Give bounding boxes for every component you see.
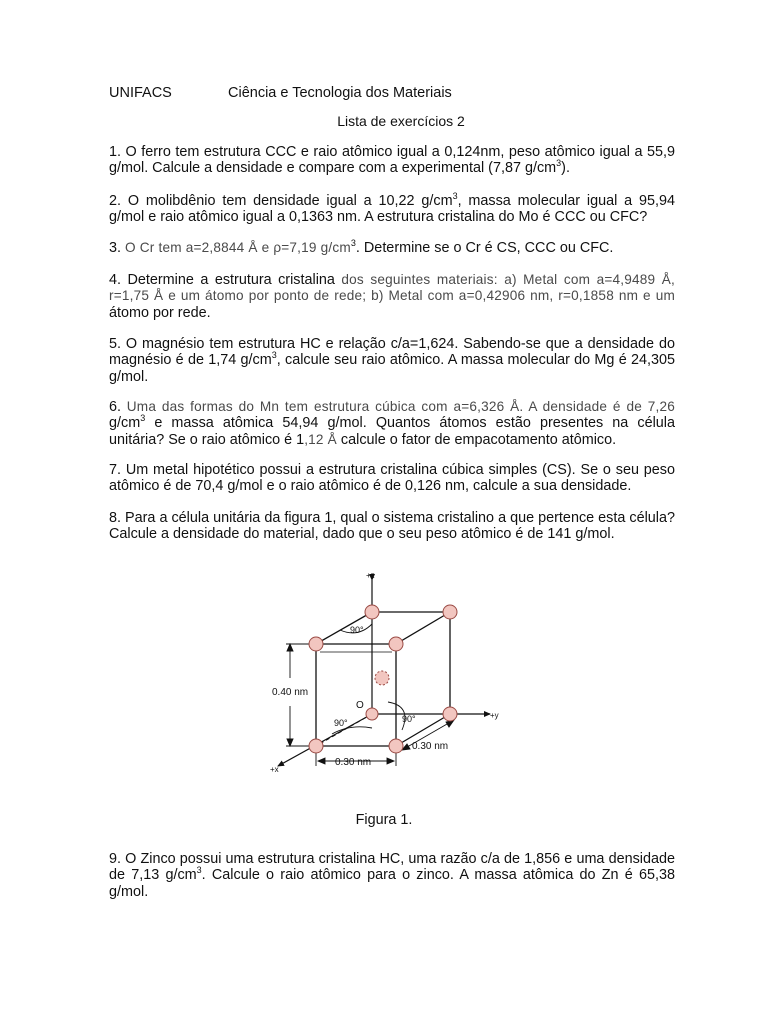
question-2 [109,193,675,226]
question-4 [109,272,675,321]
list-title-text: Lista de exercícios 2 [337,113,465,129]
question-5-tail: , calcule seu raio atômico. A massa molecular do Mg é 24,305 g/mol. [109,352,676,385]
question-6-unit: g/cm [109,415,141,432]
question-4-materials: dos seguintes materiais: a) Metal com a=4,9489 Å, r=1,75 Å e um átomo por ponto de rede; b) Metal com a=0,42906 nm, r=0,1858 nm e um [109,272,675,304]
atom [443,707,457,721]
angle-label-top: 90° [350,625,364,635]
question-3-tail: . Determine se o Cr é CS, CCC ou CFC. [355,240,614,256]
atom [366,708,378,720]
figure-caption-text: Figura 1. [355,812,413,828]
question-3-number: 3. [109,240,125,256]
question-6-number: 6. [109,399,127,415]
atom [389,637,403,651]
question-7 [109,462,675,495]
superscript: 3 [556,158,562,169]
question-4-tail: átomo por rede. [109,304,211,321]
list-title [0,113,768,129]
question-8 [109,510,675,543]
course-name: Ciência e Tecnologia dos Materiais [228,85,452,101]
atom [443,605,457,619]
atom [365,605,379,619]
question-9-tail: . Calcule o raio atômico para o zinco. A massa atômica do Zn é 65,38 g/mol. [109,867,675,900]
question-3 [109,240,675,256]
atom-center [375,671,389,685]
institution-name: UNIFACS [109,85,172,101]
atom [309,637,323,651]
angle-label-right: 90° [402,714,416,724]
atom [309,739,323,753]
origin-label: O [356,700,364,711]
question-2-tail: , massa molecular igual a 95,94 g/mol e raio atômico igual a 0,1363 nm. A estrutura cristalina do Mo é CCC ou CFC? [109,193,675,226]
question-9 [109,851,675,900]
document-header [109,84,452,102]
question-6-tail: calcule o fator de empacotamento atômico. [336,431,617,448]
question-7-text: 7. Um metal hipotético possui a estrutura cristalina cúbica simples (CS). Se o seu peso atômico é de 70,4 g/mol e o raio atômico é de 0,126 nm, calcule a sua densidade. [109,462,675,495]
question-9-text: 9. O Zinco possui uma estrutura cristalina HC, uma razão c/a de 1,856 e uma densidade de 7,13 g/cm [109,851,675,884]
question-1-tail: ). [561,160,570,177]
question-5 [109,336,675,385]
question-2-text: 2. O molibdênio tem densidade igual a 10,22 g/cm [109,193,453,209]
depth-label: 0.30 nm [412,741,449,752]
z-axis-label: +z [366,571,375,580]
height-label: 0.40 nm [272,687,309,698]
question-6-radius: ,12 Å [304,431,337,447]
superscript: 3 [350,238,356,249]
question-6-text: e massa atômica 54,94 g/mol. Quantos átomos estão presentes na célula unitária? Se o raio atômico é 1 [109,415,675,448]
width-label: 0.30 nm [335,757,372,768]
question-6-structure: Uma das formas do Mn tem estrutura cúbica com a=6,326 Å. A densidade é de 7,26 [126,399,675,414]
superscript: 3 [452,191,458,202]
superscript: 3 [140,413,146,424]
y-axis-label: +y [490,711,499,720]
superscript: 3 [196,865,202,876]
question-3-text: O Cr tem a=2,8844 Å e ρ=7,19 g/cm [125,240,351,255]
angle-label-left: 90° [334,718,348,728]
question-4-text: 4. Determine a estrutura cristalina [109,272,342,288]
superscript: 3 [271,350,277,361]
question-1-text: 1. O ferro tem estrutura CCC e raio atômico igual a 0,124nm, peso atômico igual a 55,9 g/mol. Calcule a densidade e compare com a experimental (7,87 g/cm [109,144,675,177]
figure-caption [0,812,768,828]
question-5-text: 5. O magnésio tem estrutura HC e relação c/a=1,624. Sabendo-se que a densidade do magnésio é de 1,74 g/cm [109,336,675,369]
question-6 [109,399,675,448]
atom [389,739,403,753]
question-1 [109,144,675,177]
x-axis-label: +x [270,765,279,774]
question-8-text: 8. Para a célula unitária da figura 1, qual o sistema cristalino a que pertence esta célula? Calcule a densidade do material, dado que o seu peso atômico é de 141 g/mol. [109,510,675,543]
unit-cell-figure [262,566,502,780]
